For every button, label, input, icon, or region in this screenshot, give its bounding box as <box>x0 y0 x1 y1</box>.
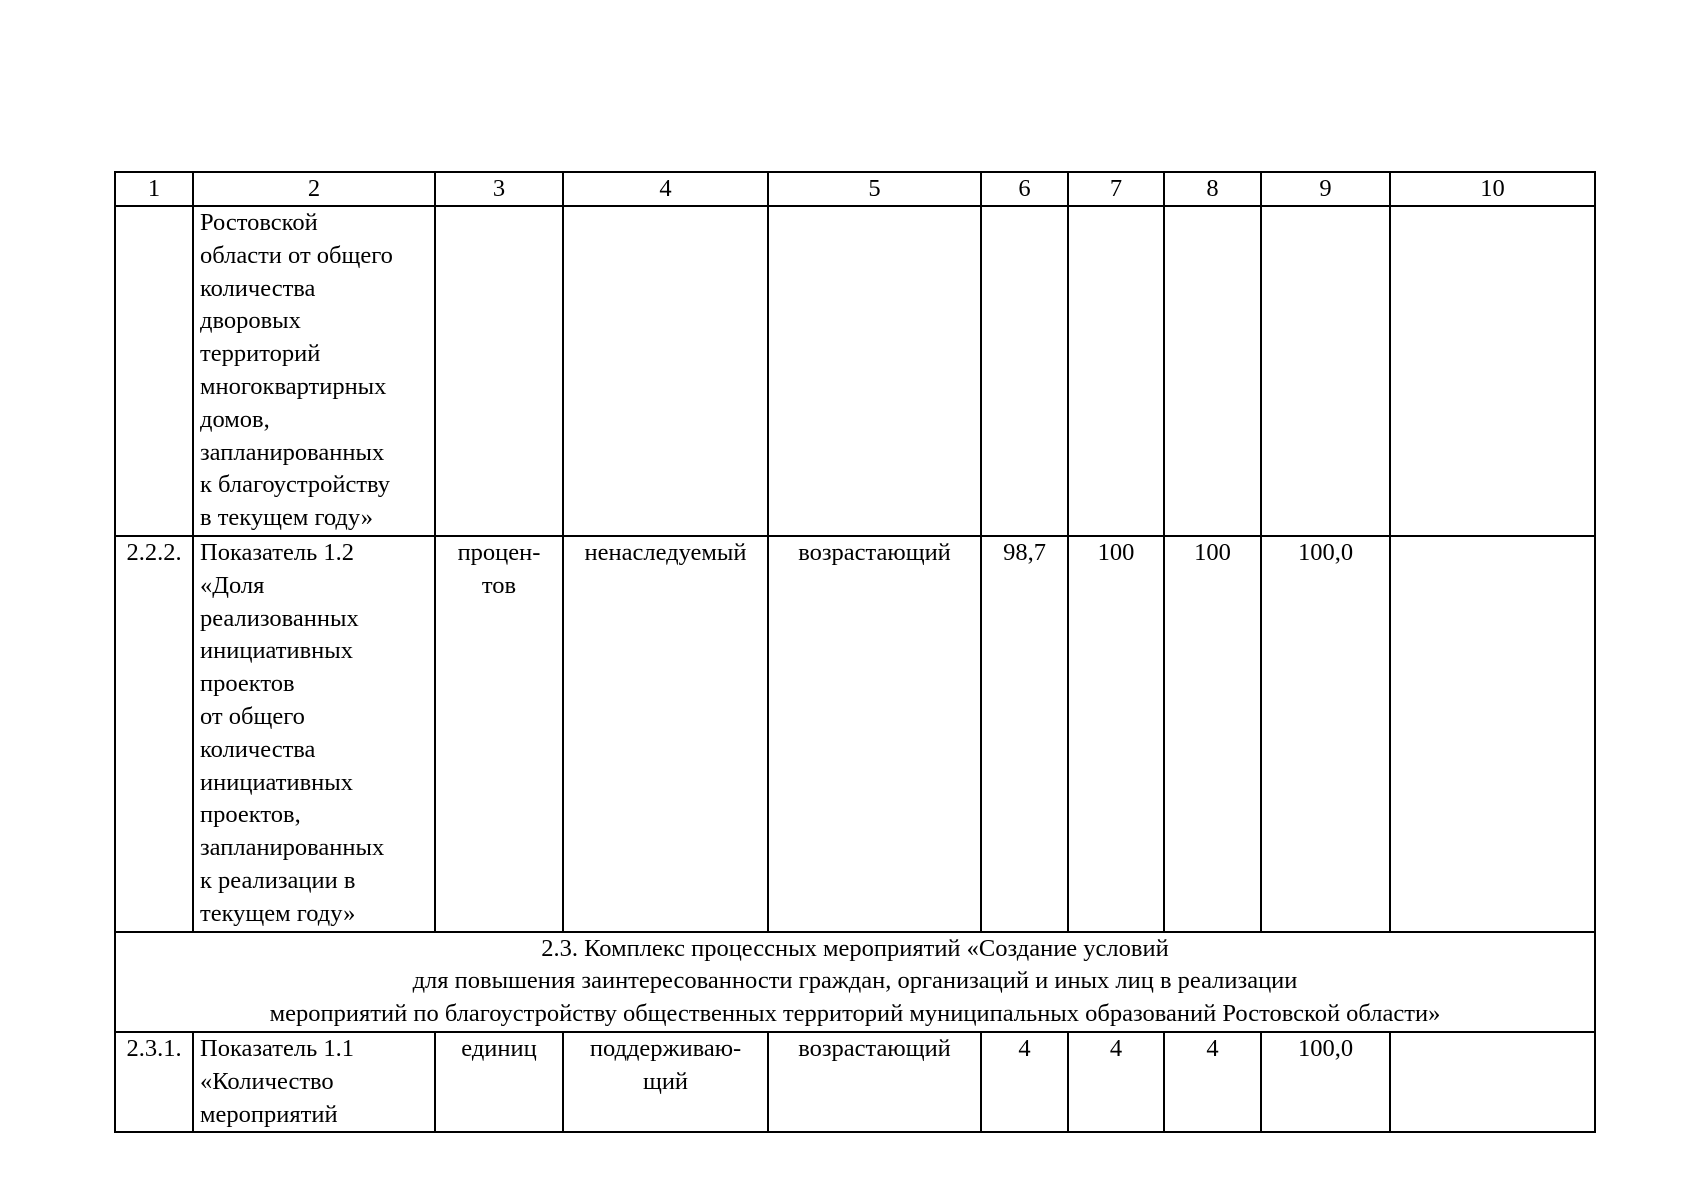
value-col-8: 4 <box>1164 1032 1261 1132</box>
indicator-direction: возрастающий <box>768 536 981 932</box>
table-row <box>115 536 1595 932</box>
unit: единиц <box>435 1032 563 1132</box>
header-cell-9: 9 <box>1261 172 1390 206</box>
indicator-type: ненаследуемый <box>563 536 768 932</box>
indicator-type <box>563 206 768 536</box>
header-cell-10: 10 <box>1390 172 1595 206</box>
indicator-type: поддерживаю- щий <box>563 1032 768 1132</box>
header-cell-8: 8 <box>1164 172 1261 206</box>
value-col-8 <box>1164 206 1261 536</box>
value-col-10 <box>1390 206 1595 536</box>
value-col-8: 100 <box>1164 536 1261 932</box>
indicator-direction: возрастающий <box>768 1032 981 1132</box>
value-col-9: 100,0 <box>1261 536 1390 932</box>
section-heading-line: 2.3. Комплекс процессных мероприятий «Создание условий <box>541 934 1169 962</box>
indicator-name: Показатель 1.2 «Доля реализованных инициативных проектов от общего количества инициативных проектов, запланированных к реализации в текущем году» <box>193 536 435 932</box>
section-heading <box>115 932 1595 1032</box>
header-cell-7: 7 <box>1068 172 1164 206</box>
header-cell-5: 5 <box>768 172 981 206</box>
header-cell-2: 2 <box>193 172 435 206</box>
section-heading-line: для повышения заинтересованности граждан, организаций и иных лиц в реализации <box>412 967 1298 995</box>
indicator-name: Показатель 1.1 «Количество мероприятий <box>193 1032 435 1132</box>
value-col-6: 4 <box>981 1032 1068 1132</box>
indicators-table <box>114 171 1596 1133</box>
section-heading-row <box>115 932 1595 1032</box>
value-col-9 <box>1261 206 1390 536</box>
row-number <box>115 206 193 536</box>
header-cell-1: 1 <box>115 172 193 206</box>
header-cell-4: 4 <box>563 172 768 206</box>
header-row <box>115 172 1595 206</box>
value-col-10 <box>1390 536 1595 932</box>
value-col-6: 98,7 <box>981 536 1068 932</box>
table-row <box>115 206 1595 536</box>
row-number: 2.2.2. <box>115 536 193 932</box>
row-number: 2.3.1. <box>115 1032 193 1132</box>
value-col-7: 4 <box>1068 1032 1164 1132</box>
value-col-7 <box>1068 206 1164 536</box>
unit: процен- тов <box>435 536 563 932</box>
header-cell-3: 3 <box>435 172 563 206</box>
value-col-9: 100,0 <box>1261 1032 1390 1132</box>
unit <box>435 206 563 536</box>
value-col-6 <box>981 206 1068 536</box>
indicator-direction <box>768 206 981 536</box>
value-col-10 <box>1390 1032 1595 1132</box>
section-heading-line: мероприятий по благоустройству общественных территорий муниципальных образований Ростовской области» <box>269 1000 1441 1028</box>
value-col-7: 100 <box>1068 536 1164 932</box>
indicator-name: Ростовской области от общего количества дворовых территорий многоквартирных домов, запланированных к благоустройству в текущем году» <box>193 206 435 536</box>
table-row <box>115 1032 1595 1132</box>
header-cell-6: 6 <box>981 172 1068 206</box>
